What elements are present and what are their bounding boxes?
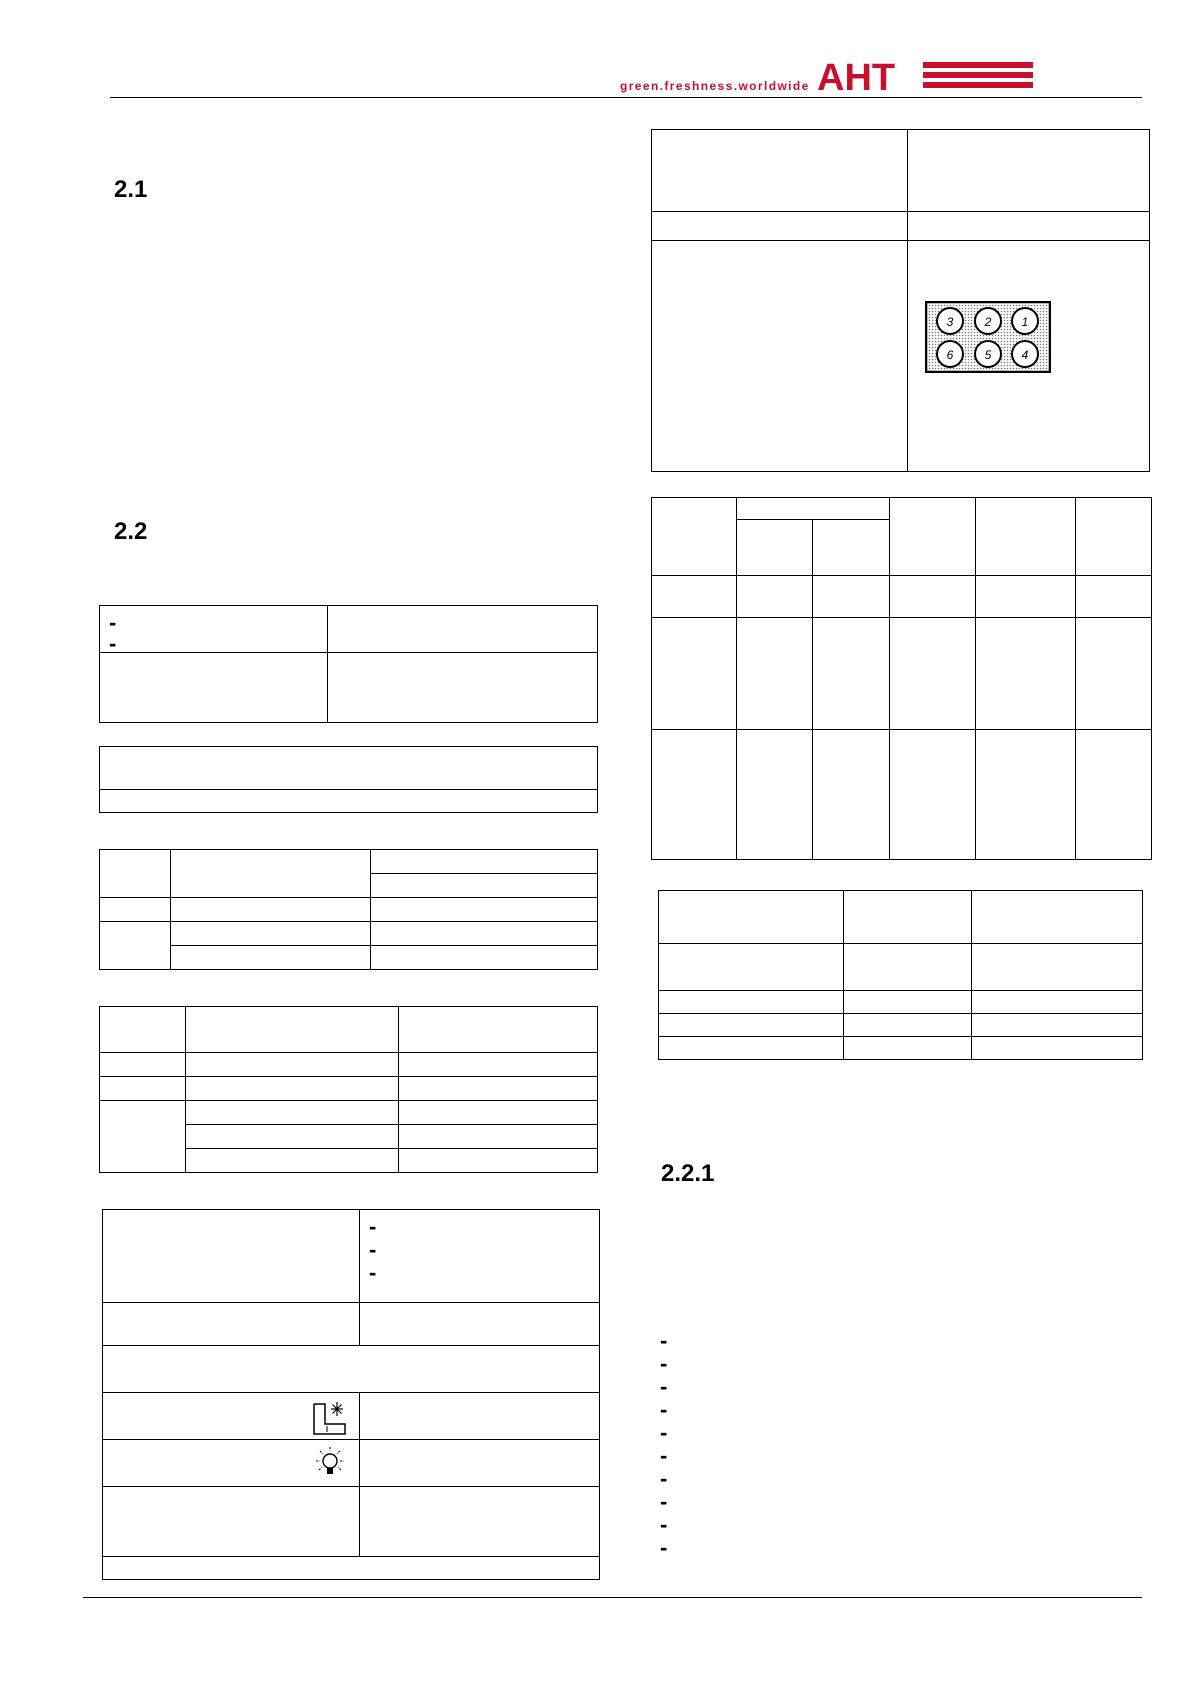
table-e-cell [360, 1303, 600, 1346]
table-d-cell [399, 1149, 598, 1173]
table-g-cell [889, 498, 975, 576]
table-f-cell [908, 241, 1150, 472]
table-a-cell [328, 606, 598, 653]
aht-logo-text: AHT [817, 59, 896, 95]
header-rule [110, 97, 1142, 98]
table-g-cell [813, 576, 889, 618]
table-g-cell [1075, 498, 1151, 576]
table-e-cell [103, 1303, 360, 1346]
table-h-cell [659, 991, 844, 1014]
section-heading-2-2: 2.2 [114, 518, 148, 545]
list-bullet: - [660, 1374, 668, 1399]
table-e-cell [360, 1393, 600, 1440]
footer-rule [83, 1597, 1142, 1598]
table-d-cell [100, 1101, 186, 1173]
table-e-cell [103, 1440, 360, 1487]
dash-marker: - [369, 1214, 377, 1239]
table-c-cell [371, 922, 598, 946]
table-b-cell [100, 747, 598, 790]
table-g-cell [737, 618, 813, 730]
table-a-cell [100, 606, 328, 656]
table-h-cell [972, 991, 1143, 1014]
header-tagline: green.freshness.worldwide [620, 79, 810, 93]
table-g-cell [652, 576, 737, 618]
table-g-cell [1075, 576, 1151, 618]
table-d-cell [399, 1077, 598, 1101]
table-c-cell [171, 946, 371, 970]
dash-marker: - [109, 631, 117, 656]
table-f-cell [908, 212, 1150, 241]
table-g-cell [813, 730, 889, 860]
list-bullet: - [660, 1466, 668, 1491]
table-c-cell [171, 922, 371, 946]
table-g-cell [975, 730, 1075, 860]
pin-label: 6 [946, 348, 954, 362]
table-g-cell [889, 576, 975, 618]
table-c-cell [371, 850, 598, 874]
section-heading-2-1: 2.1 [114, 176, 148, 203]
table-f [651, 129, 1150, 472]
table-a-cell [100, 653, 328, 723]
table-e-cell [360, 1440, 600, 1487]
dash-marker: - [369, 1237, 377, 1262]
table-g-cell [737, 730, 813, 860]
table-h-cell [844, 944, 972, 991]
table-h [658, 890, 1143, 1060]
light-bulb-icon [313, 1446, 347, 1484]
list-bullet: - [660, 1351, 668, 1376]
table-d-cell [100, 1053, 186, 1077]
table-e-cell [103, 1210, 360, 1303]
freezer-cabinet-icon [311, 1400, 347, 1436]
pin-label: 3 [946, 315, 954, 329]
table-c-cell [371, 946, 598, 970]
table-c-cell [171, 850, 371, 898]
table-g-cell [975, 576, 1075, 618]
table-h-cell [659, 1014, 844, 1037]
table-e [102, 1209, 600, 1580]
table-a [99, 605, 598, 723]
table-g-cell [813, 618, 889, 730]
table-g-cell [652, 498, 737, 576]
table-e-cell [103, 1487, 360, 1557]
table-g-cell [813, 520, 889, 576]
table-c-cell [100, 850, 171, 898]
table-c-cell [100, 898, 171, 922]
table-f-cell [908, 130, 1150, 212]
table-g [651, 497, 1152, 860]
six-pin-connector-diagram [925, 301, 1051, 373]
dash-marker: - [369, 1260, 377, 1285]
table-g-cell [975, 618, 1075, 730]
table-h-cell [659, 891, 844, 944]
list-bullet: - [660, 1535, 668, 1560]
table-h-cell [659, 1037, 844, 1060]
list-bullet: - [660, 1397, 668, 1422]
table-g-cell [975, 498, 1075, 576]
table-h-cell [972, 944, 1143, 991]
table-d-cell [186, 1101, 399, 1125]
table-e-cell [360, 1487, 600, 1557]
table-h-cell [972, 1037, 1143, 1060]
pin-label: 5 [984, 348, 992, 362]
list-bullet: - [660, 1512, 668, 1537]
table-f-cell [652, 130, 908, 212]
table-d-cell [186, 1077, 399, 1101]
list-bullet: - [660, 1489, 668, 1514]
table-g-cell [889, 730, 975, 860]
table-g-cell [1075, 618, 1151, 730]
table-d-cell [399, 1053, 598, 1077]
table-e-cell [360, 1210, 600, 1303]
table-d-cell [186, 1149, 399, 1173]
table-h-cell [972, 1014, 1143, 1037]
table-g-cell [737, 520, 813, 576]
pin-label: 1 [1021, 315, 1029, 329]
table-c-cell [171, 898, 371, 922]
table-h-cell [844, 1037, 972, 1060]
list-bullet: - [660, 1443, 668, 1468]
section-heading-2-2-1: 2.2.1 [661, 1160, 715, 1187]
table-c-cell [371, 898, 598, 922]
table-g-cell [889, 618, 975, 730]
table-f-cell [652, 212, 908, 241]
table-h-cell [844, 1014, 972, 1037]
table-d-cell [186, 1007, 399, 1053]
table-c-cell [100, 922, 171, 970]
dash-marker: - [109, 610, 117, 635]
table-d-cell [100, 1007, 186, 1053]
table-h-cell [972, 891, 1143, 944]
table-f-cell [652, 241, 908, 472]
table-a-cell [328, 653, 598, 723]
list-bullet: - [660, 1328, 668, 1353]
table-e-cell [103, 1557, 600, 1580]
table-g-cell [737, 498, 890, 520]
table-h-cell [659, 944, 844, 991]
table-d-cell [100, 1077, 186, 1101]
table-b [99, 746, 598, 813]
table-d-cell [186, 1125, 399, 1149]
table-d [99, 1006, 598, 1173]
table-d-cell [399, 1101, 598, 1125]
table-d-cell [399, 1125, 598, 1149]
pin-label: 4 [1021, 348, 1029, 362]
table-h-cell [844, 891, 972, 944]
table-b-cell [100, 790, 598, 813]
pin-label: 2 [984, 315, 992, 329]
table-d-cell [399, 1007, 598, 1053]
table-g-cell [652, 618, 737, 730]
table-c-cell [371, 874, 598, 898]
table-h-cell [844, 991, 972, 1014]
table-e-cell [103, 1393, 360, 1440]
table-g-cell [737, 576, 813, 618]
table-g-cell [652, 730, 737, 860]
list-bullet: - [660, 1420, 668, 1445]
table-e-cell [103, 1346, 600, 1393]
table-c [99, 849, 598, 970]
table-d-cell [186, 1053, 399, 1077]
table-g-cell [1075, 730, 1151, 860]
aht-logo [817, 59, 1033, 95]
